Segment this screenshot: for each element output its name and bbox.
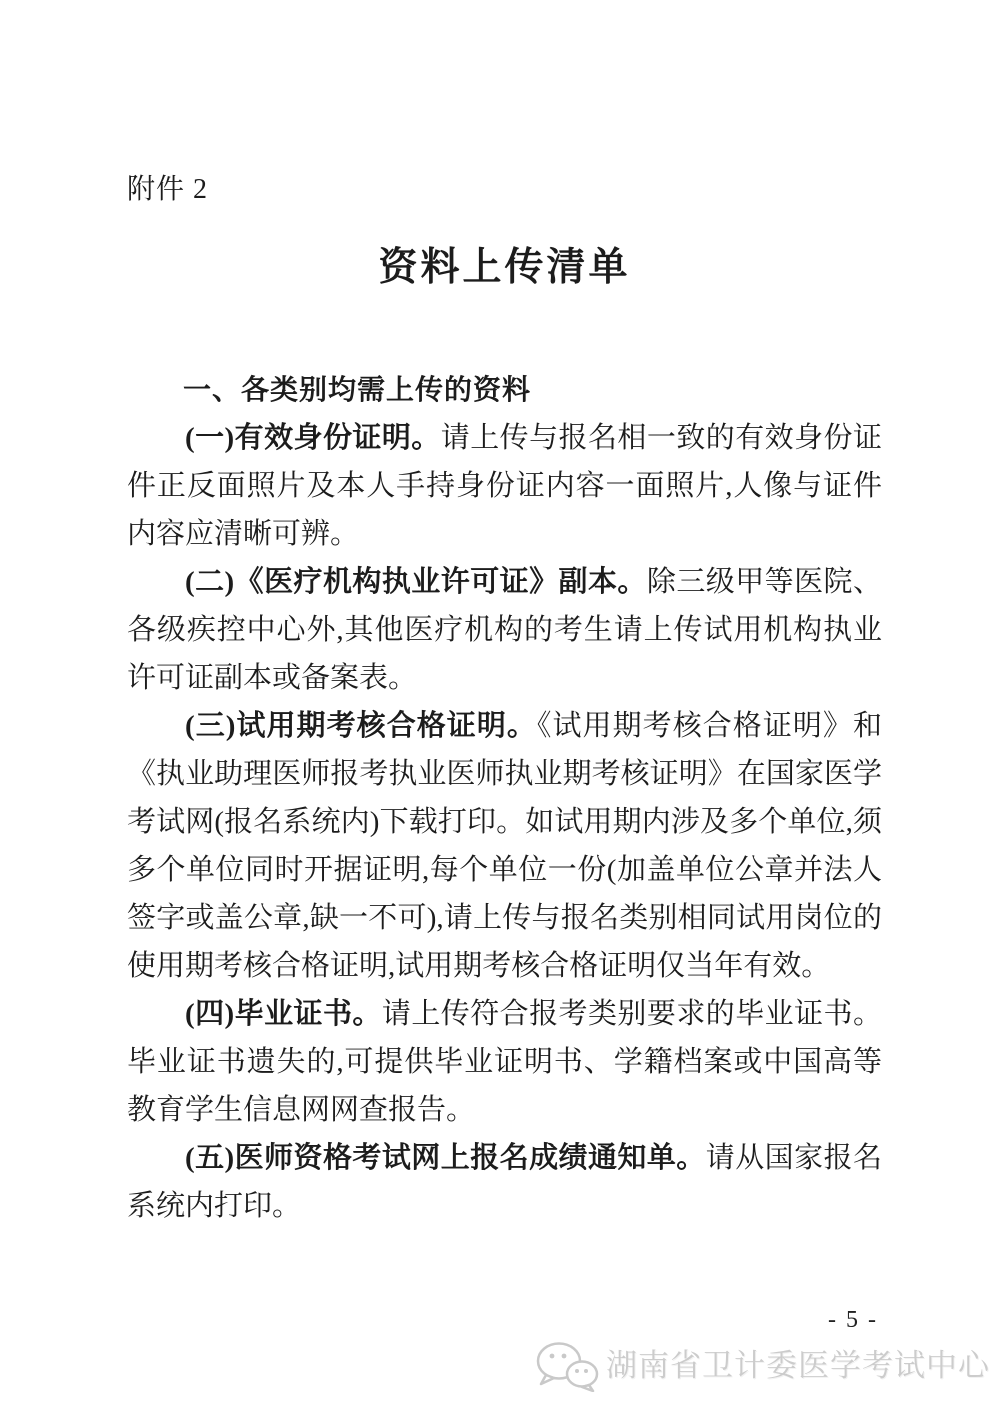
item-4-lead: (四)毕业证书。 [185, 998, 382, 1030]
list-item [127, 414, 882, 558]
item-3-lead: (三)试用期考核合格证明。 [185, 710, 537, 742]
list-item [127, 702, 882, 990]
attachment-label: 附件 2 [127, 174, 209, 205]
item-1-lead: (一)有效身份证明。 [185, 422, 441, 454]
document-content [127, 172, 882, 1230]
wechat-icon [534, 1340, 600, 1392]
page-number: - 5 - [828, 1307, 878, 1333]
watermark [534, 1340, 990, 1392]
item-2-body: 除三级甲等医院、各级疾控中心外,其他医疗机构的考生请上传试用机构执业许可证副本或备案表。 [127, 566, 882, 694]
section-heading: 一、各类别均需上传的资料 [183, 374, 532, 405]
item-5-lead: (五)医师资格考试网上报名成绩通知单。 [185, 1142, 706, 1174]
item-1-body: 请上传与报名相一致的有效身份证件正反面照片及本人手持身份证内容一面照片,人像与证件内容应清晰可辨。 [127, 422, 882, 550]
list-item [127, 1134, 882, 1230]
page-title: 资料上传清单 [378, 246, 631, 289]
item-5-body: 请从国家报名系统内打印。 [127, 1142, 882, 1222]
item-3-body: 《试用期考核合格证明》和《执业助理医师报考执业医师执业期考核证明》在国家医学考试网(报名系统内)下载打印。如试用期内涉及多个单位,须多个单位同时开据证明,每个单位一份(加盖单位公章并法人签字或盖公章,缺一不可),请上传与报名类别相同试用岗位的使用期考核合格证明,试用期考核合格证明仅当年有效。 [127, 710, 882, 982]
item-2-lead: (二)《医疗机构执业许可证》副本。 [185, 566, 647, 598]
list-item [127, 558, 882, 702]
watermark-text: 湖南省卫计委医学考试中心 [606, 1348, 990, 1383]
list-item [127, 990, 882, 1134]
item-4-body: 请上传符合报考类别要求的毕业证书。毕业证书遗失的,可提供毕业证明书、学籍档案或中国高等教育学生信息网网查报告。 [127, 998, 882, 1126]
